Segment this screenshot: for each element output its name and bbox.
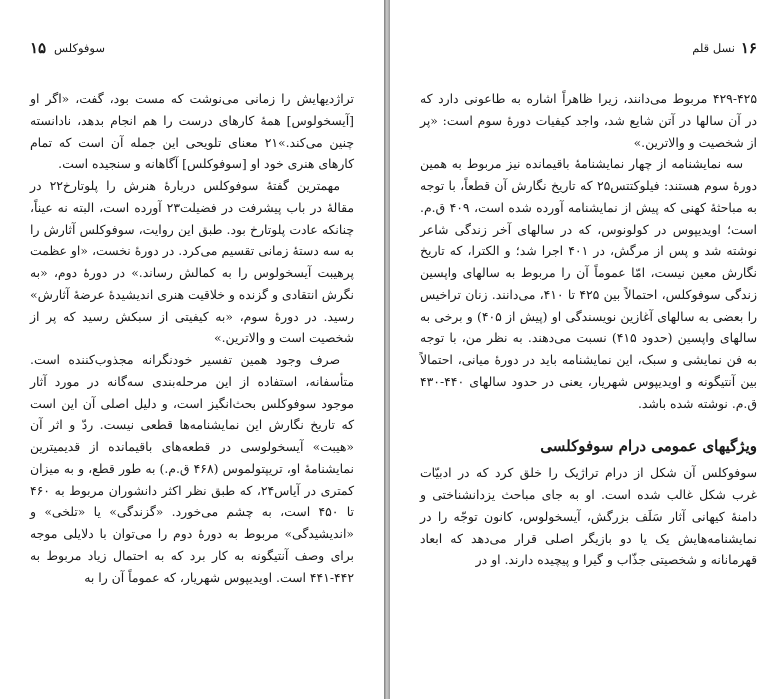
running-title: سوفوکلس (54, 41, 105, 55)
paragraph: صرف وجود همین تفسیر خودنگرانه مجذوب‌کننده است. متأسفانه، استفاده از این مرحله‌بندی سه‌گانه در مورد آثار موجود سوفوکلس بحث‌انگیز است، و دلیل اصلی آن این است که تاریخ نگارش این نمایشنامه‌ها قطعی نیست. ردّ و اثر آن «هیبت» آیسخولوسی در قطعه‌های باقیمانده از قدیمیترین نمایشنامهٔ او، تریپتولموس (۴۶۸ ق.م.) به طور قطع، و به میزان کمتری در آیاس۲۴، که طبق نظر اکثر دانشوران مربوط به ۴۶۰ تا ۴۵۰ است، به چشم می‌خورد. «گزندگی» یا «تلخی» و «اندیشیدگی» مربوط به دورهٔ دوم را می‌توان با دلایلی موجه برای وصف آنتیگونه به کار برد که به احتمال زیاد مربوط به ۴۴۲-۴۴۱ است. اویدیپوس شهریار، که عموماً آن را به (30, 352, 354, 585)
paragraph: سوفوکلس آن شکل از درام تراژیک را خلق کرد که در ادبیّات غرب شکل غالب شده است. او به جای مباحث یزدانشناختی و دامنهٔ کیهانی آثار سَلَف بزرگش، آیسخولوس، کانون توجّه را در نمایشنامه‌هایش یک یا دو بازیگر اصلی قرار می‌دهد که ابعاد قهرمانانه و شخصیتی جذّاب و گیرا و پیچیده دارند. او در (420, 465, 757, 568)
running-head (30, 38, 354, 58)
paragraph: سه نمایشنامه از چهار نمایشنامهٔ باقیمانده نیز مربوط به همین دورهٔ سوم هستند: فیلوکتتس۲۵ که تاریخ نگارش آن قطعاً، با توجه به مباحثهٔ کهنی که پیش از نمایشنامه آورده شده است، ۴۰۹ ق.م. است؛ اویدیپوس در کولونوس، که در سالهای آخر زندگی شاعر نوشته شد و پس از مرگش، در ۴۰۱ اجرا شد؛ و الکترا، که تاریخ نگارش معین نیست، امّا عموماً آن را مربوط به سالهای واپسین زندگی سوفوکلس، احتمالاً بین ۴۲۵ تا ۴۱۰، می‌دانند. زنان تراخیس را بعضی به سالهای آغازین نویسندگی او (پیش از ۴۰۵) و برخی به سالهای واپسین (حدود ۴۱۵) نسبت می‌دهند. به نظر من، با توجه به فن نمایشی و سبک، این نمایشنامه باید در دورهٔ میانی، احتمالاً بین آنتیگونه و اویدیپوس شهریار، یعنی در حدود سالهای ۴۴۰-۴۳۰ ق.م. نوشته شده باشد. (420, 156, 758, 411)
page-number: ۱۵ (30, 39, 47, 57)
paragraph: مهمترین گفتهٔ سوفوکلس دربارهٔ هنرش را پلوتارخ۲۲ در مقالهٔ در باب پیشرفت در فضیلت۲۳ آورده است، البته نه عیناً، چنانکه عادت پلوتارخ بود. طبق این روایت، سوفوکلس آثارش را به سه دستهٔ زمانی تقسیم می‌کرد. در دورهٔ نخست، «او عظمت پرهیبت آیسخولوس را به کمالش رساند.» در دورهٔ دوم، «به نگرش انتقادی و گزنده و خلاقیت هنری اندیشیدهٔ عرضهٔ آثارش» رسید. در دورهٔ سوم، «به کیفیتی از سبکش رسید که پر از شخصیت است و والاترین.» (30, 178, 354, 346)
body-text (420, 88, 757, 571)
section-heading: ویژگیهای عمومی درام سوفوکلسی (540, 437, 757, 456)
running-title: نسل قلم (692, 41, 735, 55)
paragraph: تراژدیهایش را زمانی می‌نوشت که مست بود، گفت، «اگر او [آیسخولوس] همهٔ کارهای درست را هم انجام بدهد، نادانسته چنین می‌کند.»۲۱ معنای تلویحی این جمله آن است که تمام کارهای هنری خود او [سوفوکلس] آگاهانه و سنجیده است. (30, 91, 354, 172)
right-page (390, 0, 779, 699)
left-page (0, 0, 384, 699)
running-head (420, 38, 757, 58)
body-text (30, 88, 354, 588)
paragraph: ۴۲۹-۴۲۵ مربوط می‌دانند، زیرا ظاهراً اشاره به طاعونی دارد که در آن سالها در آتن شایع شد، واجد کیفیات دورهٔ سوم است: «پر از شخصیت و والاترین.» (420, 91, 757, 150)
page-number: ۱۶ (740, 39, 757, 57)
